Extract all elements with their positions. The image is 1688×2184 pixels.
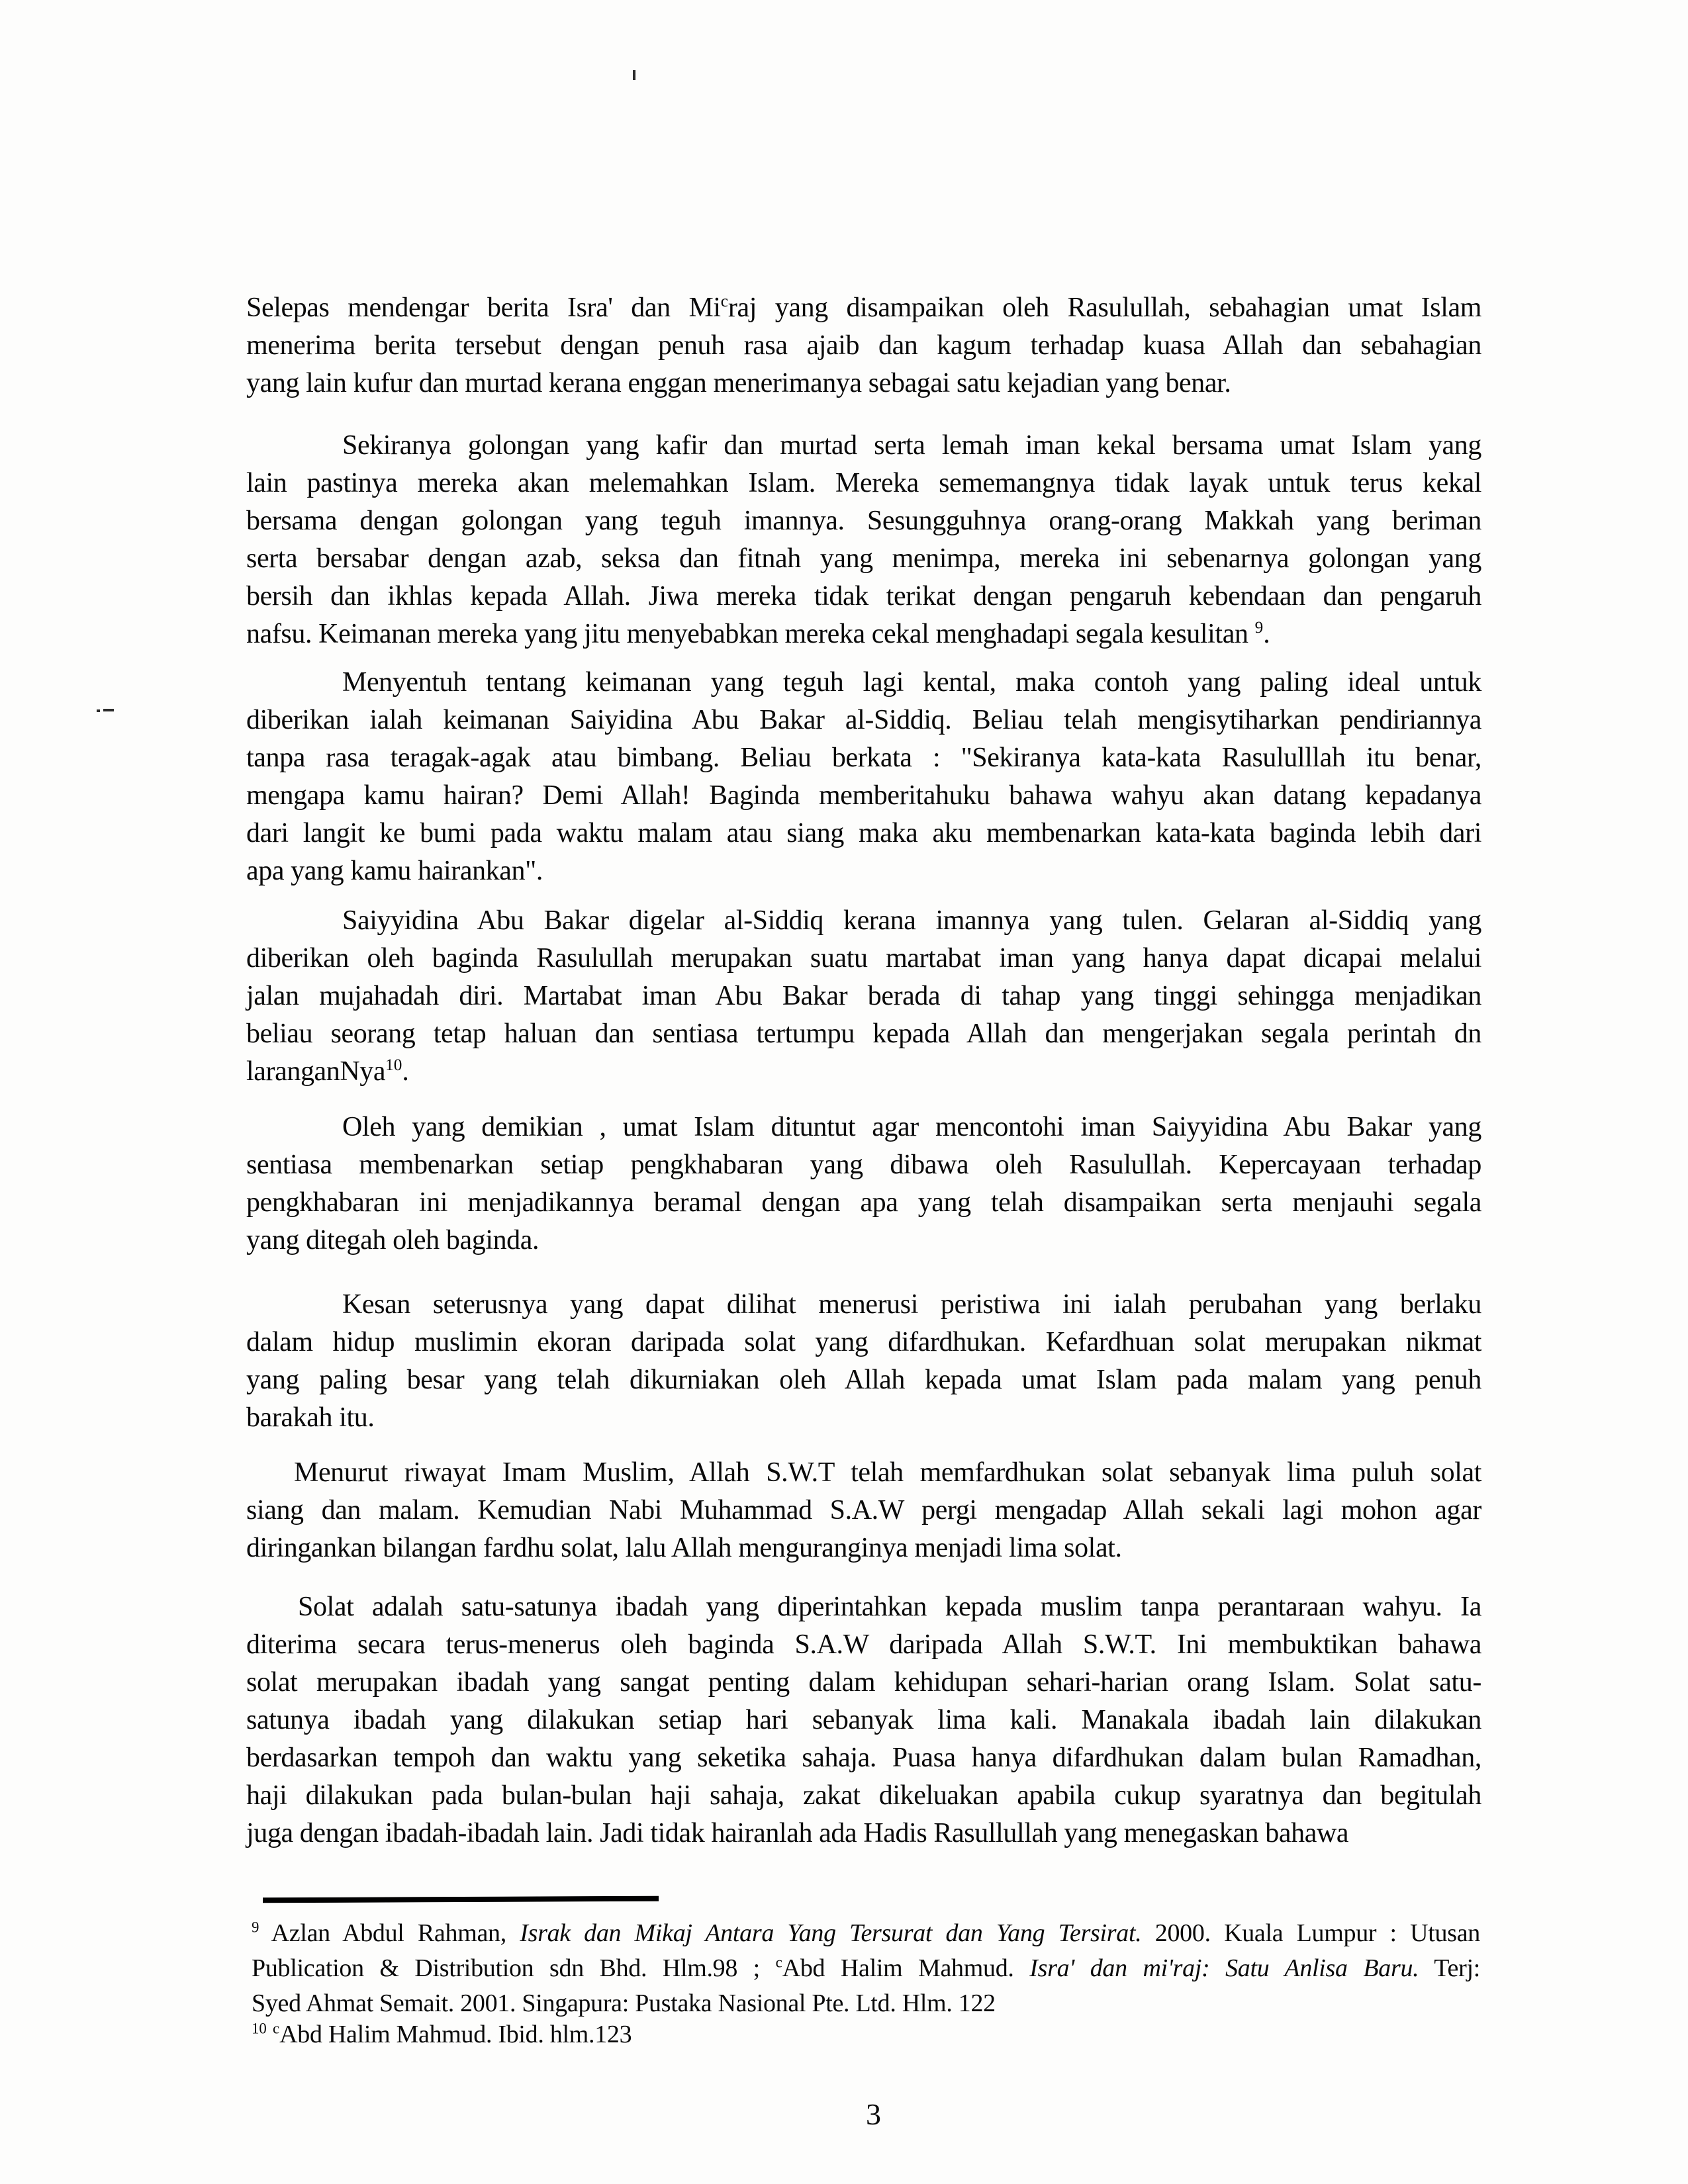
text-line: diringankan bilangan fardhu solat, lalu Allah menguranginya menjadi lima solat. xyxy=(246,1533,1122,1563)
scan-artifact xyxy=(633,70,635,80)
text-line: siang dan malam. Kemudian Nabi Muhammad S.A.W pergi mengadap Allah sekali lagi mohon agar xyxy=(246,1495,1481,1525)
text-line: $^{10}$ $^c$Abd Halim Mahmud. Ibid. hlm.123 xyxy=(252,2020,632,2048)
text-line: dari langit ke bumi pada waktu malam atau siang maka aku membenarkan kata-kata baginda lebih dari xyxy=(246,818,1481,848)
text-line: nafsu. Keimanan mereka yang jitu menyebabkan mereka cekal menghadapi segala kesulitan $^9$. xyxy=(246,619,1270,649)
text-line: menerima berita tersebut dengan penuh rasa ajaib dan kagum terhadap kuasa Allah dan sebahagian xyxy=(246,330,1481,361)
text-line: lain pastinya mereka akan melemahkan Islam. Mereka sememangnya tidak layak untuk terus kekal xyxy=(246,468,1481,498)
text-line: tanpa rasa teragak-agak atau bimbang. Beliau berkata : "Sekiranya kata-kata Rasululllah itu benar, xyxy=(246,743,1481,773)
paragraph-4 xyxy=(246,902,1481,1091)
text-line: apa yang kamu hairankan". xyxy=(246,856,543,886)
paragraph-8 xyxy=(246,1588,1481,1852)
text-line: $^9$ Azlan Abdul Rahman, Israk dan Mikaj Antara Yang Tersurat dan Yang Tersirat. 2000. Kuala Lumpur : Utusan xyxy=(252,1919,1480,1947)
text-line: yang lain kufur dan murtad kerana enggan menerimanya sebagai satu kejadian yang benar. xyxy=(246,368,1231,398)
text-line: juga dengan ibadah-ibadah lain. Jadi tidak hairanlah ada Hadis Rasullullah yang menegaskan bahawa xyxy=(246,1818,1349,1848)
scan-artifact xyxy=(97,709,100,712)
text-line: berdasarkan tempoh dan waktu yang seketika sahaja. Puasa hanya difardhukan dalam bulan Ramadhan, xyxy=(246,1743,1481,1773)
text-line: yang paling besar yang telah dikurniakan oleh Allah kepada umat Islam pada malam yang penuh xyxy=(246,1365,1481,1395)
paragraph-5 xyxy=(246,1109,1481,1259)
paragraph-2 xyxy=(246,427,1481,653)
text-line: pengkhabaran ini menjadikannya beramal dengan apa yang telah disampaikan serta menjauhi segala xyxy=(246,1187,1481,1218)
text-line: Menurut riwayat Imam Muslim, Allah S.W.T telah memfardhukan solat sebanyak lima puluh solat xyxy=(294,1457,1481,1488)
text-line: jalan mujahadah diri. Martabat iman Abu Bakar berada di tahap yang tinggi sehingga menjadikan xyxy=(246,981,1481,1011)
text-line: barakah itu. xyxy=(246,1402,375,1433)
paragraph-1 xyxy=(246,289,1481,402)
text-line: Solat adalah satu-satunya ibadah yang diperintahkan kepada muslim tanpa perantaraan wahyu. Ia xyxy=(298,1592,1481,1622)
text-line: Publication & Distribution sdn Bhd. Hlm.98 ; $^c$Abd Halim Mahmud. Isra' dan mi'raj: Satu Anlisa Baru. Terj: xyxy=(252,1954,1480,1982)
text-line: diterima secara terus-menerus oleh baginda S.A.W daripada Allah S.W.T. Ini membuktikan bahawa xyxy=(246,1629,1481,1660)
footnote-10 xyxy=(252,2017,1480,2052)
text-line: diberikan ialah keimanan Saiyidina Abu Bakar al-Siddiq. Beliau telah mengisytiharkan pendiriannya xyxy=(246,705,1481,735)
paragraph-7 xyxy=(246,1454,1481,1567)
text-line: Oleh yang demikian , umat Islam dituntut agar mencontohi iman Saiyyidina Abu Bakar yang xyxy=(342,1112,1481,1142)
footnote-9 xyxy=(252,1916,1480,2021)
text-line: haji dilakukan pada bulan-bulan haji sahaja, zakat dikeluakan apabila cukup syaratnya dan begitulah xyxy=(246,1780,1481,1811)
text-line: Saiyyidina Abu Bakar digelar al-Siddiq kerana imannya yang tulen. Gelaran al-Siddiq yang xyxy=(342,905,1481,936)
text-line: dalam hidup muslimin ekoran daripada solat yang difardhukan. Kefardhuan solat merupakan nikmat xyxy=(246,1327,1481,1357)
text-line: laranganNya$^{10}$. xyxy=(246,1056,409,1087)
paragraph-3 xyxy=(246,664,1481,890)
text-line: bersama dengan golongan yang teguh imannya. Sesungguhnya orang-orang Makkah yang beriman xyxy=(246,506,1481,536)
footnote-separator-rule xyxy=(263,1896,659,1903)
text-line: yang ditegah oleh baginda. xyxy=(246,1225,539,1255)
text-line: serta bersabar dengan azab, seksa dan fitnah yang menimpa, mereka ini sebenarnya golongan yang xyxy=(246,543,1481,574)
page-number: 3 xyxy=(866,2097,881,2131)
text-line: Syed Ahmat Semait. 2001. Singapura: Pustaka Nasional Pte. Ltd. Hlm. 122 xyxy=(252,1989,996,2017)
text-line: sentiasa membenarkan setiap pengkhabaran yang dibawa oleh Rasulullah. Kepercayaan terhadap xyxy=(246,1150,1481,1180)
text-line: beliau seorang tetap haluan dan sentiasa tertumpu kepada Allah dan mengerjakan segala perintah dn xyxy=(246,1019,1481,1049)
text-line: Menyentuh tentang keimanan yang teguh lagi kental, maka contoh yang paling ideal untuk xyxy=(342,667,1481,698)
text-line: Selepas mendengar berita Isra' dan Mi$^c$raj yang disampaikan oleh Rasulullah, sebahagian umat Islam xyxy=(246,293,1481,323)
text-line: Sekiranya golongan yang kafir dan murtad serta lemah iman kekal bersama umat Islam yang xyxy=(342,430,1481,461)
text-line: Kesan seterusnya yang dapat dilihat menerusi peristiwa ini ialah perubahan yang berlaku xyxy=(342,1289,1481,1320)
paragraph-6 xyxy=(246,1286,1481,1437)
text-line: mengapa kamu hairan? Demi Allah! Baginda memberitahuku bahawa wahyu akan datang kepadanya xyxy=(246,780,1481,811)
scan-artifact xyxy=(103,709,114,711)
text-line: solat merupakan ibadah yang sangat penting dalam kehidupan sehari-harian orang Islam. Solat satu- xyxy=(246,1667,1481,1698)
text-line: bersih dan ikhlas kepada Allah. Jiwa mereka tidak terikat dengan pengaruh kebendaan dan pengaruh xyxy=(246,581,1481,612)
text-line: satunya ibadah yang dilakukan setiap hari sebanyak lima kali. Manakala ibadah lain dilakukan xyxy=(246,1705,1481,1735)
text-line: diberikan oleh baginda Rasulullah merupakan suatu martabat iman yang hanya dapat dicapai melalui xyxy=(246,943,1481,974)
